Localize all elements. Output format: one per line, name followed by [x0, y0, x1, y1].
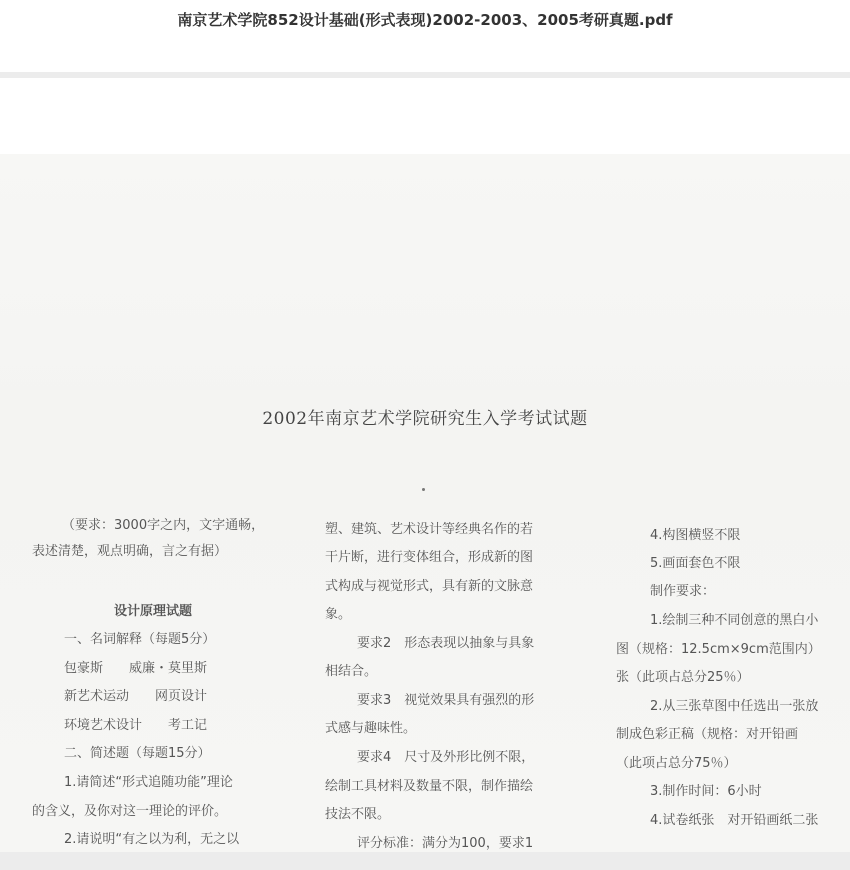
text-line: 象。	[325, 607, 352, 622]
text-line: 4.构图横竖不限	[650, 528, 741, 543]
text-line: 评分标准：满分为100，要求1	[357, 836, 534, 851]
text-line: 绘制工具材料及数量不限，制作描绘	[325, 779, 534, 794]
pdf-page[interactable]	[0, 78, 850, 852]
page-gap	[0, 852, 850, 870]
text-line: 1.请简述“形式追随功能”理论	[64, 775, 233, 790]
text-line: 二、简述题（每题15分）	[64, 746, 211, 761]
viewer-titlebar	[0, 0, 850, 72]
text-line: （此项占总分75％）	[616, 756, 737, 771]
text-line: 要求4 尺寸及外形比例不限，	[357, 750, 535, 765]
text-line: 5.画面套色不限	[650, 556, 741, 571]
text-line: 制成色彩正稿（规格：对开铅画	[616, 727, 799, 742]
text-line: 要求3 视觉效果具有强烈的形	[357, 693, 535, 708]
text-line: 制作要求：	[650, 584, 716, 599]
text-line: 2.从三张草图中任选出一张放	[650, 699, 819, 714]
text-line: （要求：3000字之内，文字通畅，	[62, 518, 265, 533]
text-line: 塑、建筑、艺术设计等经典名作的若	[325, 522, 534, 537]
text-line: 一、名词解释（每题5分）	[64, 632, 216, 647]
document-title: 南京艺术学院852设计基础(形式表现)2002-2003、2005考研真题.pdf	[177, 11, 673, 29]
text-line: 环境艺术设计 考工记	[64, 718, 208, 733]
text-line: 要求2 形态表现以抽象与具象	[357, 636, 535, 651]
text-line: 4.试卷纸张 对开铅画纸二张	[650, 813, 819, 828]
text-line: 图（规格：12.5cm×9cm范围内）	[616, 642, 821, 657]
scan-speck	[422, 488, 425, 491]
text-line: 的含义，及你对这一理论的评价。	[32, 804, 228, 819]
text-line: 包豪斯 威廉・莫里斯	[64, 661, 208, 676]
text-line: 式感与趣味性。	[325, 721, 417, 736]
text-line: 式构成与视觉形式，具有新的文脉意	[325, 579, 534, 594]
text-line: 相结合。	[325, 664, 378, 679]
text-line: 干片断，进行变体组合，形成新的图	[325, 550, 534, 565]
text-line: 技法不限。	[325, 807, 391, 822]
text-line: 1.绘制三种不同创意的黑白小	[650, 613, 819, 628]
text-line: 2.请说明“有之以为利，无之以	[64, 832, 240, 847]
text-line: 3.制作时间：6小时	[650, 784, 762, 799]
text-line: 张（此项占总分25％）	[616, 670, 750, 685]
exam-title: 2002年南京艺术学院研究生入学考试试题	[262, 409, 588, 429]
text-line: 新艺术运动 网页设计	[64, 689, 208, 704]
section-heading: 设计原理试题	[114, 604, 193, 619]
text-line: 表述清楚，观点明确，言之有据）	[32, 544, 228, 559]
